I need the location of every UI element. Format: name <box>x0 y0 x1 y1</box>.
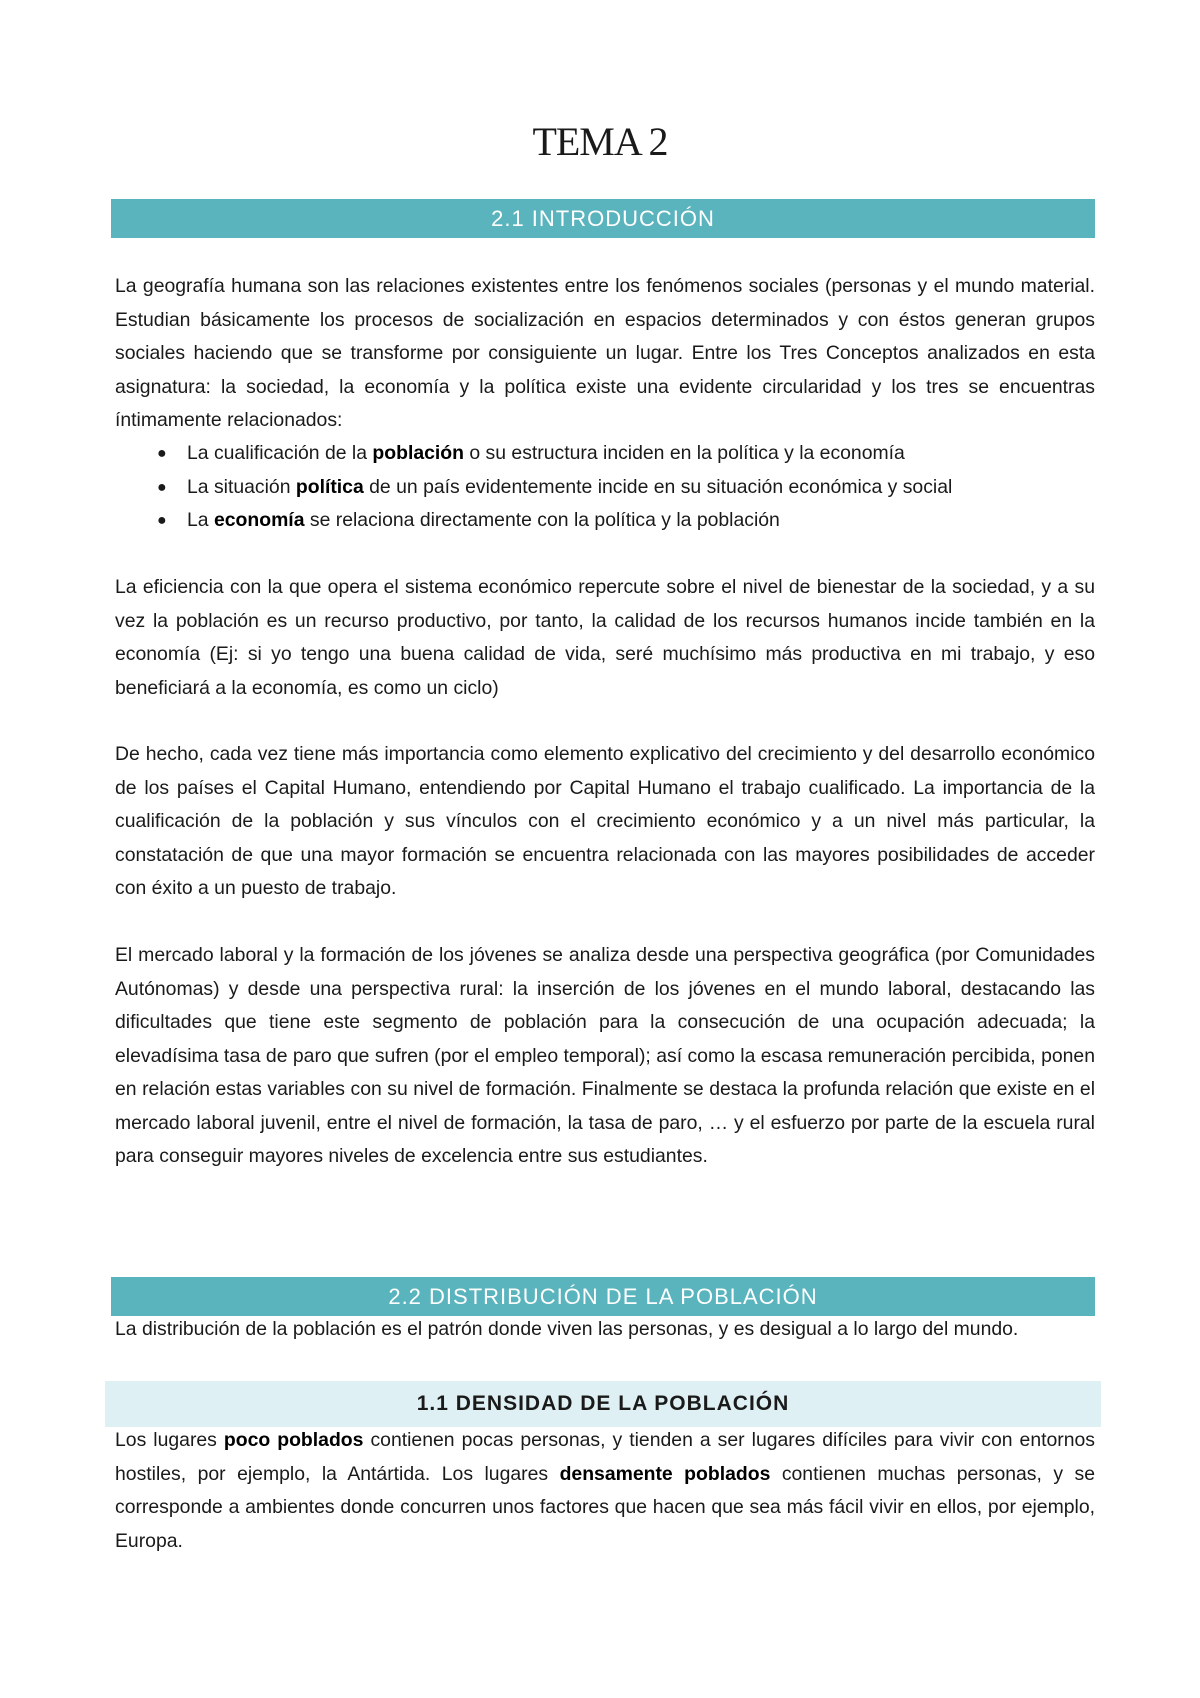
bullet-icon: ● <box>157 478 167 496</box>
bullet-list <box>115 437 1095 538</box>
section-heading-distribucion: 2.2 DISTRIBUCIÓN DE LA POBLACIÓN <box>111 1277 1095 1316</box>
bullet-icon: ● <box>157 512 167 529</box>
paragraph-mercado-laboral: El mercado laboral y la formación de los jóvenes se analiza desde una perspectiva geográfica (por Comunidades Autónomas) y desde una perspectiva rural: la inserción de los jóvenes en el mundo laboral, destacando las dificultades que tiene este segmento de población para la consecución de una ocupación adecuada; la elevadísima tasa de paro que sufren (por el empleo temporal); así como la escasa remuneración percibida, ponen en relación estas variables con su nivel de formación. Finalmente se destaca la profunda relación que existe en el mercado laboral juvenil, entre el nivel de formación, la tasa de paro, … y el esfuerzo por parte de la escuela rural para conseguir mayores niveles de excelencia entre sus estudiantes. <box>115 944 1095 1167</box>
list-item: ● La cualificación de la población o su estructura inciden en la política y la economía <box>115 437 1095 471</box>
intro-paragraph: La geografía humana son las relaciones existentes entre los fenómenos sociales (personas y el mundo material. Estudian básicamente los procesos de socialización en espacios determinados y con éstos generan grupos sociales haciendo que se transforme por consiguiente un lugar. Entre los Tres Conceptos analizados en esta asignatura: la sociedad, la economía y la política existe una evidente circularidad y los tres se encuentras íntimamente relacionados: <box>115 275 1095 431</box>
paragraph-capital-humano: De hecho, cada vez tiene más importancia como elemento explicativo del crecimiento y del desarrollo económico de los países el Capital Humano, entendiendo por Capital Humano el trabajo cualificado. La importancia de la cualificación de la población y sus vínculos con el crecimiento económico y a un nivel más particular, la constatación de que una mayor formación se encuentra relacionada con las mayores posibilidades de acceder con éxito a un puesto de trabajo. <box>115 743 1095 899</box>
list-item: ● La economía se relaciona directamente con la política y la población <box>115 504 1095 538</box>
subsection-heading-densidad: 1.1 DENSIDAD DE LA POBLACIÓN <box>105 1381 1101 1427</box>
page-title: TEMA 2 <box>532 119 668 164</box>
section-heading-introduccion: 2.1 INTRODUCCIÓN <box>111 199 1095 238</box>
bullet-icon: ● <box>157 445 167 462</box>
list-item: ● La situación política de un país evidentemente incide en su situación económica y social <box>115 471 1095 505</box>
paragraph-densidad: Los lugares poco poblados contienen pocas personas, y tienden a ser lugares difíciles para vivir con entornos hostiles, por ejemplo, la Antártida. Los lugares densamente poblados contienen muchas personas, y se corresponde a ambientes donde concurren unos factores que hacen que sea más fácil vivir en ellos, por ejemplo, Europa. <box>115 1429 1095 1552</box>
paragraph-distribucion: La distribución de la población es el patrón donde viven las personas, y es desigual a lo largo del mundo. <box>115 1318 1019 1340</box>
paragraph-eficiencia: La eficiencia con la que opera el sistema económico repercute sobre el nivel de bienestar de la sociedad, y a su vez la población es un recurso productivo, por tanto, la calidad de los recursos humanos incide también en la economía (Ej: si yo tengo una buena calidad de vida, seré muchísimo más productiva en mi trabajo, y eso beneficiará a la economía, es como un ciclo) <box>115 576 1095 699</box>
